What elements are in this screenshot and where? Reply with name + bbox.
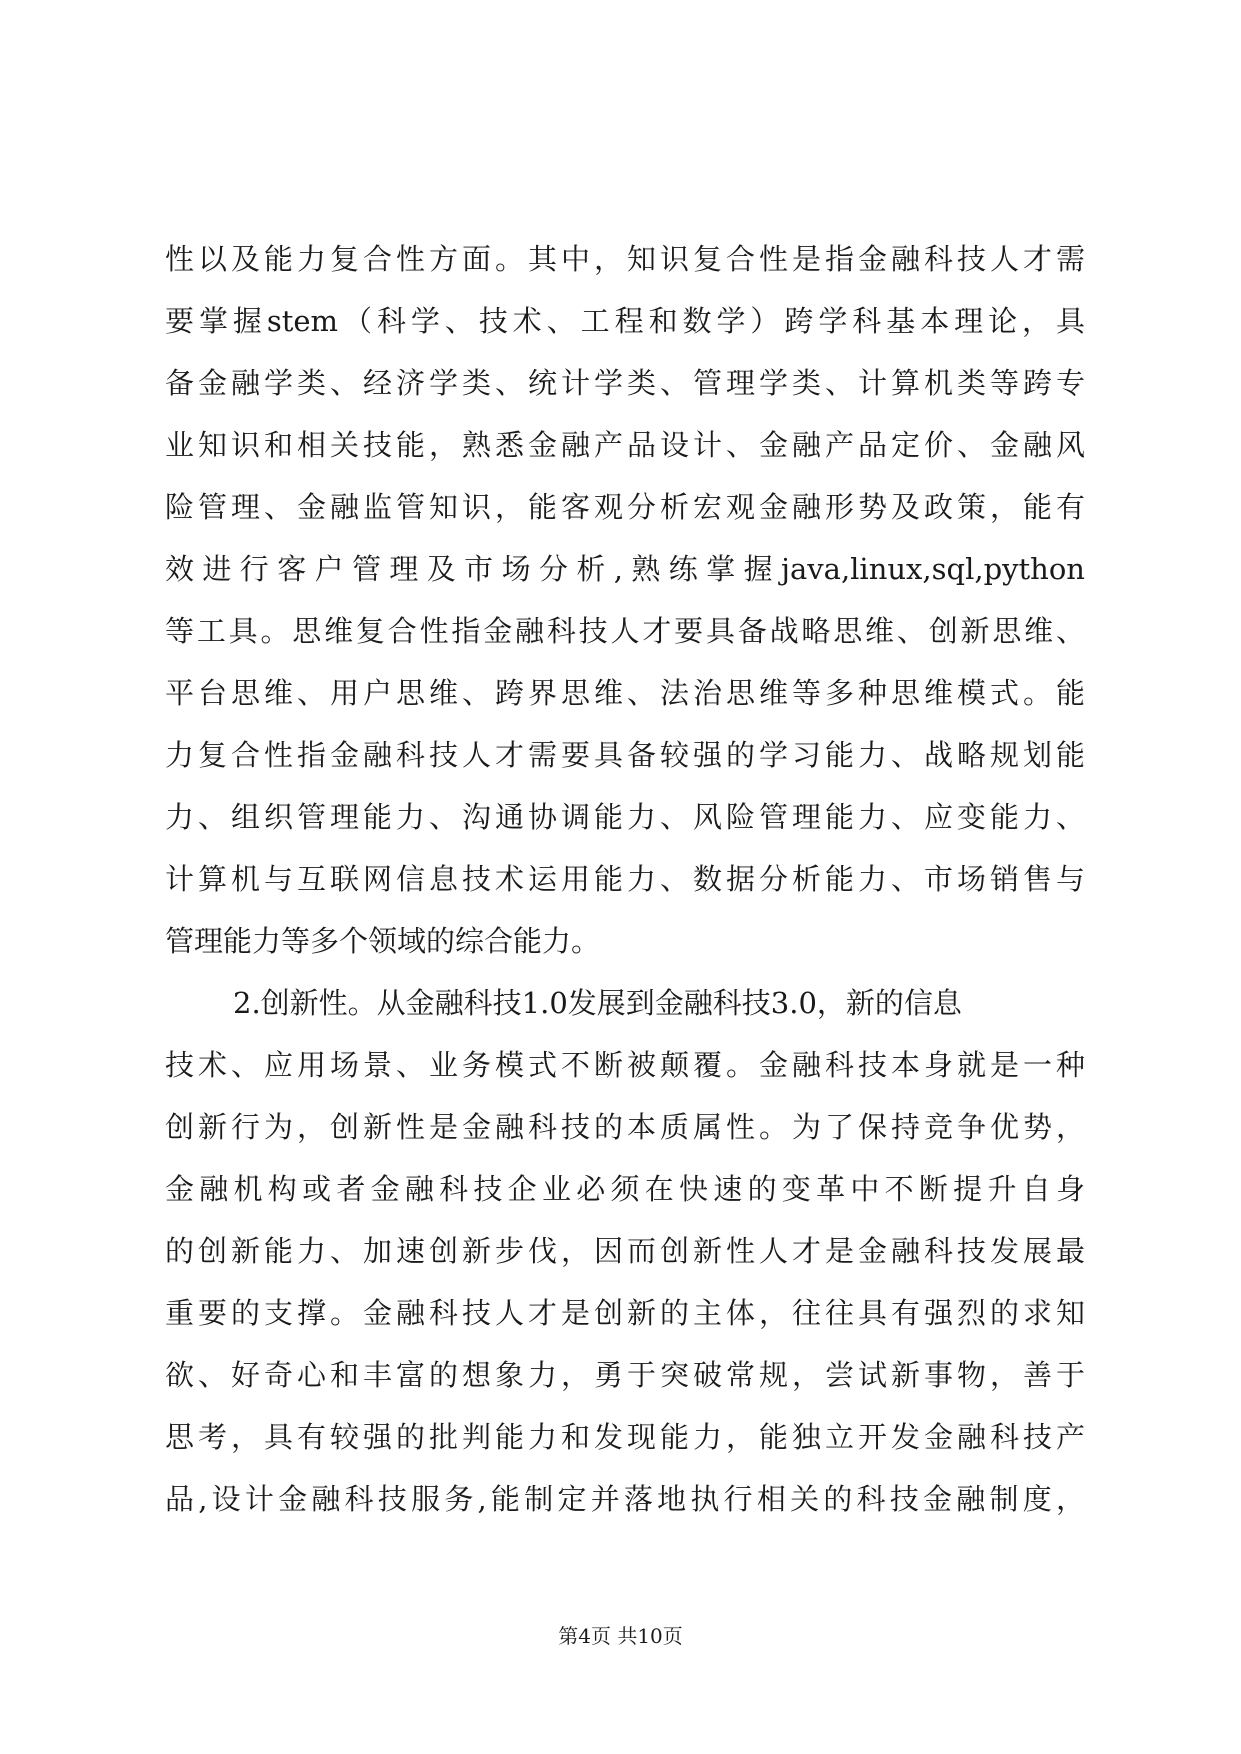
text-line: 创新行为，创新性是金融科技的本质属性。为了保持竞争优势， — [165, 1110, 1085, 1144]
page-number-footer: 第4页 共10页 — [558, 1624, 683, 1648]
text-line: 业知识和相关技能，熟悉金融产品设计、金融产品定价、金融风 — [165, 428, 1085, 462]
text-line: 2.创新性。从金融科技1.0发展到金融科技3.0，新的信息 — [233, 986, 962, 1020]
text-line: 金融机构或者金融科技企业必须在快速的变革中不断提升自身 — [165, 1172, 1085, 1206]
text-line: 思考，具有较强的批判能力和发现能力，能独立开发金融科技产 — [165, 1420, 1085, 1454]
text-line: 的创新能力、加速创新步伐，因而创新性人才是金融科技发展最 — [165, 1234, 1085, 1268]
text-line: 技术、应用场景、业务模式不断被颠覆。金融科技本身就是一种 — [165, 1048, 1085, 1082]
text-line: 平台思维、用户思维、跨界思维、法治思维等多种思维模式。能 — [165, 676, 1085, 710]
text-line: 力、组织管理能力、沟通协调能力、风险管理能力、应变能力、 — [165, 800, 1085, 834]
text-line: 等工具。思维复合性指金融科技人才要具备战略思维、创新思维、 — [165, 614, 1085, 648]
paragraph-1 — [165, 228, 1085, 972]
text-line: 计算机与互联网信息技术运用能力、数据分析能力、市场销售与 — [165, 862, 1085, 896]
text-line: 欲、好奇心和丰富的想象力，勇于突破常规，尝试新事物，善于 — [165, 1358, 1085, 1392]
document-body — [165, 228, 1085, 1530]
text-line: 管理能力等多个领域的综合能力。 — [165, 924, 601, 958]
text-line: 要掌握stem（科学、技术、工程和数学）跨学科基本理论，具 — [165, 304, 1085, 338]
text-line: 力复合性指金融科技人才需要具备较强的学习能力、战略规划能 — [165, 738, 1085, 772]
text-line: 品,设计金融科技服务,能制定并落地执行相关的科技金融制度， — [165, 1482, 1085, 1516]
text-line: 性以及能力复合性方面。其中，知识复合性是指金融科技人才需 — [165, 242, 1085, 276]
text-line: 效进行客户管理及市场分析,熟练掌握java,linux,sql,python — [165, 552, 1085, 586]
text-line: 险管理、金融监管知识，能客观分析宏观金融形势及政策，能有 — [165, 490, 1085, 524]
text-line: 备金融学类、经济学类、统计学类、管理学类、计算机类等跨专 — [165, 366, 1085, 400]
text-line: 重要的支撑。金融科技人才是创新的主体，往往具有强烈的求知 — [165, 1296, 1085, 1330]
paragraph-2 — [165, 972, 1085, 1530]
